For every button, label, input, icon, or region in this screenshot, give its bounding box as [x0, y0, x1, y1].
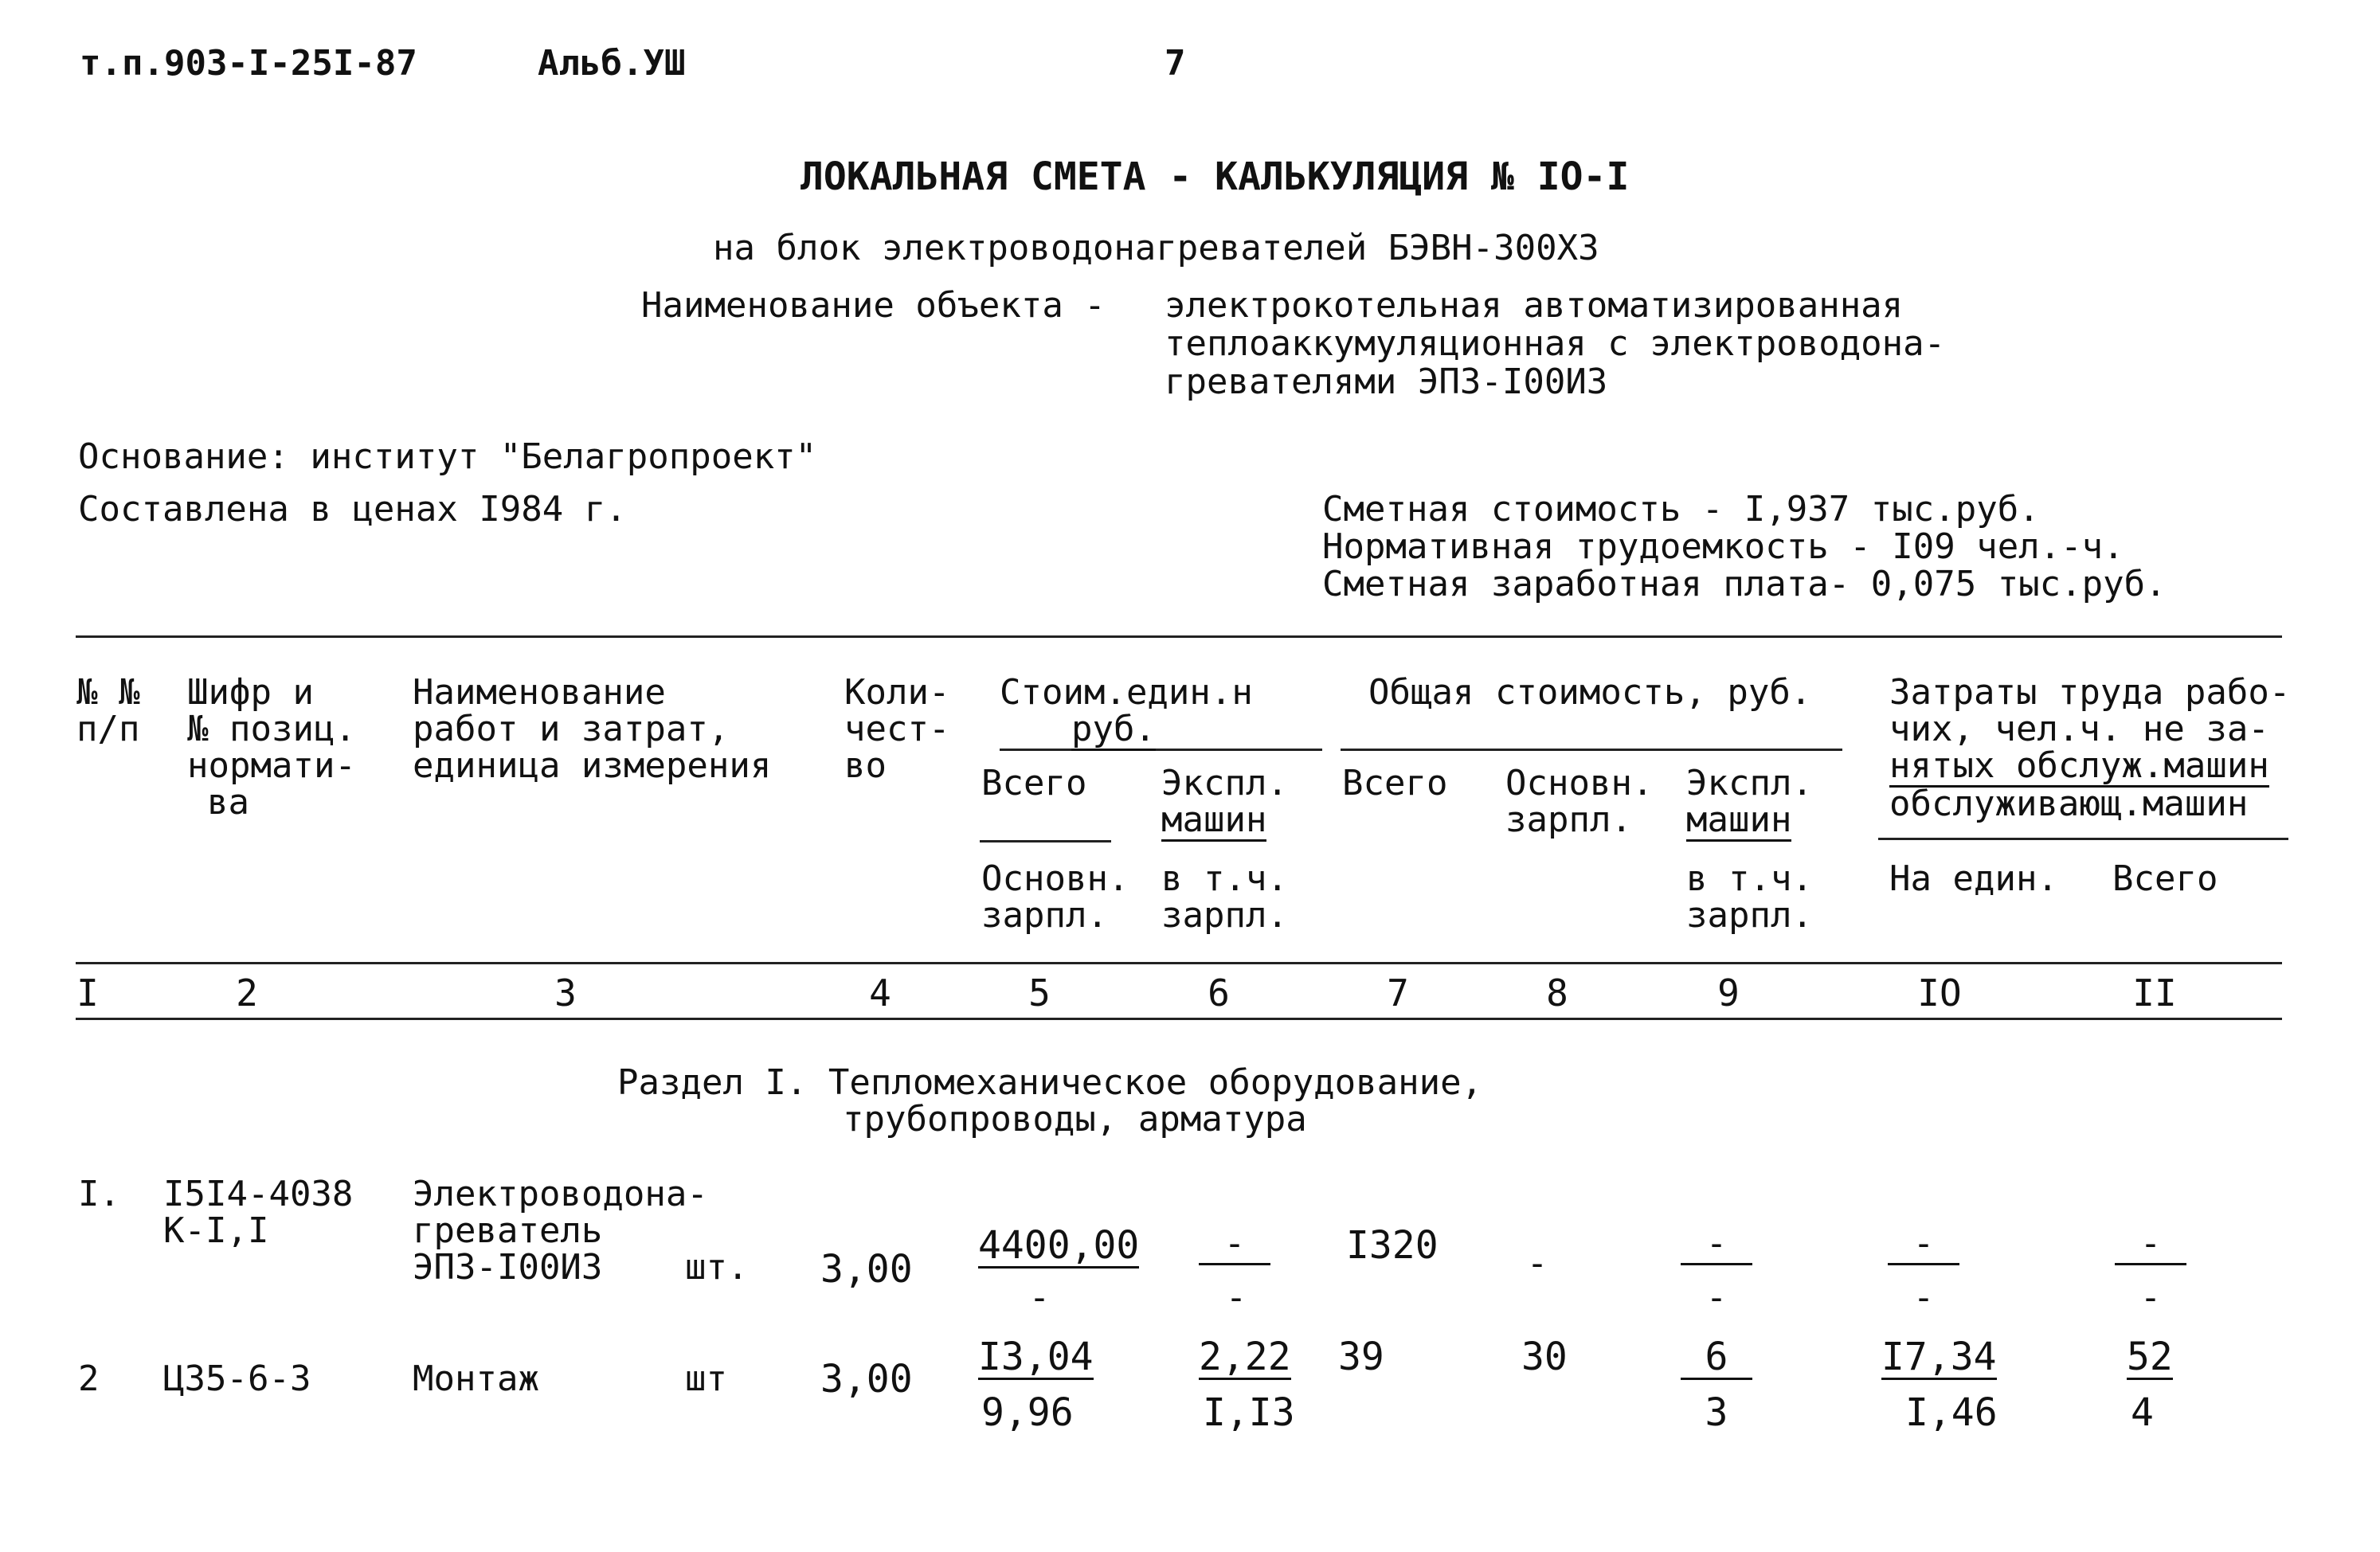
- row-1-quantity: 3,00: [820, 1247, 913, 1292]
- col-code-header-1: Шифр и: [187, 672, 314, 713]
- row-2-quantity: 3,00: [820, 1357, 913, 1401]
- doc-code: т.п.903-I-25I-87: [80, 43, 417, 84]
- row-1-code-1: I5I4-4038: [163, 1174, 354, 1214]
- col-number-4: 4: [869, 971, 891, 1014]
- row-1-labor-total: -: [2115, 1226, 2186, 1265]
- col-number-5: 5: [1028, 971, 1051, 1014]
- row-1-total-base-salary: -: [1526, 1243, 1548, 1284]
- labor-intensity: Нормативная трудоемкость - I09 чел.-ч.: [1322, 526, 2124, 567]
- col-number-11: II: [2132, 971, 2177, 1014]
- row-1-labor-total-service: -: [2139, 1277, 2162, 1318]
- row-2-number: 2: [78, 1358, 100, 1399]
- row-1-unit-base-salary: -: [1028, 1277, 1051, 1318]
- total-cost-header: Общая стоимость, руб.: [1368, 672, 1812, 713]
- object-name-line-2: теплоаккумуляционная с электроводона-: [1165, 323, 1946, 364]
- unit-mach-header-1: Экспл.: [1161, 763, 1288, 803]
- labor-header-4: обслуживающ.машин: [1889, 784, 2249, 824]
- album-label: Альб.УШ: [538, 43, 686, 84]
- total-all-header: Всего: [1342, 763, 1448, 803]
- row-1-unit-machine-cost: -: [1199, 1226, 1270, 1265]
- col-number-3: 3: [554, 971, 577, 1014]
- row-2-total-machine-salary: 3: [1705, 1390, 1728, 1435]
- col-number-9: 9: [1717, 971, 1740, 1014]
- row-1-name-2: греватель: [413, 1210, 603, 1251]
- labor-header-2: чих, чел.ч. не за-: [1889, 709, 2269, 749]
- row-1-total-machine-cost: -: [1681, 1226, 1752, 1265]
- col-number-10: IO: [1917, 971, 1962, 1014]
- col-qty-header-1: Коли-: [844, 672, 950, 713]
- object-name-line-1: электрокотельная автоматизированная: [1165, 285, 1904, 326]
- row-1-total-cost: I320: [1346, 1223, 1439, 1268]
- labor-header-1: Затраты труда рабо-: [1889, 672, 2291, 713]
- basis-text: Основание: институт "Белагропроект": [78, 436, 817, 477]
- section-heading-line-2: трубопроводы, арматура: [843, 1099, 1307, 1140]
- col-name-header-3: единица измерения: [413, 745, 772, 786]
- object-label: Наименование объекта -: [641, 285, 1106, 326]
- prices-text: Составлена в ценах I984 г.: [78, 489, 627, 530]
- row-1-name-1: Электроводона-: [413, 1174, 708, 1214]
- total-mach-header-2: машин: [1686, 799, 1792, 840]
- col-num-header-2: п/п: [76, 709, 140, 749]
- col-name-header-1: Наименование: [413, 672, 666, 713]
- row-1-code-2: К-I,I: [163, 1210, 269, 1251]
- col-num-header-1: № №: [76, 672, 140, 713]
- labor-header-3: нятых обслуж.машин: [1889, 745, 2269, 786]
- unit-base-header-2: зарпл.: [981, 895, 1108, 936]
- unit-base-header-1: Основн.: [981, 858, 1129, 899]
- total-incl-header-2: зарпл.: [1686, 895, 1813, 936]
- unit-mach-header-2: машин: [1161, 799, 1267, 840]
- section-heading-line-1: Раздел I. Тепломеханическое оборудование,: [617, 1062, 1483, 1103]
- estimated-cost: Сметная стоимость - I,937 тыс.руб.: [1322, 489, 2040, 530]
- estimated-salary: Сметная заработная плата- 0,075 тыс.руб.: [1322, 564, 2167, 604]
- row-1-total-machine-salary: -: [1705, 1277, 1728, 1318]
- row-1-number: I.: [78, 1174, 120, 1214]
- unit-total-header: Всего: [981, 763, 1087, 803]
- row-2-code: Ц35-6-3: [163, 1358, 311, 1399]
- col-qty-header-2: чест-: [844, 709, 950, 749]
- row-2-name: Монтаж: [413, 1358, 539, 1399]
- row-1-labor-per-unit-service: -: [1912, 1277, 1935, 1318]
- col-number-8: 8: [1546, 971, 1568, 1014]
- col-number-2: 2: [236, 971, 258, 1014]
- col-code-header-4: ва: [207, 782, 249, 823]
- table-header-rule: [76, 962, 2282, 964]
- col-number-1: I: [76, 971, 99, 1014]
- unit-cost-rule: [1000, 749, 1322, 751]
- row-1-labor-per-unit: -: [1888, 1226, 1959, 1265]
- col-name-header-2: работ и затрат,: [413, 709, 730, 749]
- table-top-rule: [76, 635, 2282, 638]
- row-1-unit: шт.: [685, 1247, 749, 1288]
- row-2-labor-total-service: 4: [2131, 1390, 2154, 1435]
- col-number-7: 7: [1387, 971, 1409, 1014]
- page-subtitle: на блок электроводонагревателей БЭВН-300ХЗ: [713, 228, 1599, 268]
- unit-total-rule: [980, 840, 1111, 842]
- col-qty-header-3: во: [844, 745, 887, 786]
- total-incl-header-1: в т.ч.: [1686, 858, 1813, 899]
- unit-incl-header-1: в т.ч.: [1161, 858, 1288, 899]
- row-2-total-cost: 39: [1338, 1335, 1384, 1379]
- row-2-unit: шт: [685, 1358, 727, 1399]
- labor-total-header: Всего: [2112, 858, 2218, 899]
- row-2-labor-total: 52: [2127, 1335, 2173, 1379]
- row-2-unit-machine-salary: I,I3: [1203, 1390, 1295, 1435]
- page-number: 7: [1165, 43, 1186, 84]
- column-numbers-rule: [76, 1018, 2282, 1020]
- unit-cost-currency: руб.: [1071, 709, 1156, 749]
- row-2-unit-cost-total: I3,04: [978, 1335, 1094, 1379]
- object-name-line-3: гревателями ЭПЗ-I00ИЗ: [1165, 362, 1608, 402]
- labor-unit-header: На един.: [1889, 858, 2058, 899]
- row-1-unit-machine-salary: -: [1225, 1277, 1247, 1318]
- unit-cost-header: Стоим.един.н: [1000, 672, 1253, 713]
- col-number-6: 6: [1208, 971, 1230, 1014]
- col-code-header-2: № позиц.: [187, 709, 356, 749]
- row-2-unit-machine-cost: 2,22: [1199, 1335, 1291, 1379]
- row-2-labor-per-unit-service: I,46: [1905, 1390, 1998, 1435]
- unit-incl-header-2: зарпл.: [1161, 895, 1288, 936]
- total-base-header-1: Основн.: [1505, 763, 1654, 803]
- total-cost-rule: [1341, 749, 1842, 751]
- row-1-name-3: ЭПЗ-I00ИЗ: [413, 1247, 603, 1288]
- total-mach-header-1: Экспл.: [1686, 763, 1813, 803]
- row-2-unit-base-salary: 9,96: [981, 1390, 1074, 1435]
- col-code-header-3: нормати-: [187, 745, 356, 786]
- total-base-header-2: зарпл.: [1505, 799, 1632, 840]
- page-title: ЛОКАЛЬНАЯ СМЕТА - КАЛЬКУЛЯЦИЯ № IO-I: [801, 154, 1630, 199]
- row-2-total-machine-cost: 6: [1681, 1338, 1752, 1380]
- row-2-labor-per-unit: I7,34: [1881, 1335, 1997, 1379]
- labor-rule: [1878, 838, 2288, 840]
- row-1-unit-cost-total: 4400,00: [978, 1223, 1140, 1268]
- row-2-total-base-salary: 30: [1521, 1335, 1568, 1379]
